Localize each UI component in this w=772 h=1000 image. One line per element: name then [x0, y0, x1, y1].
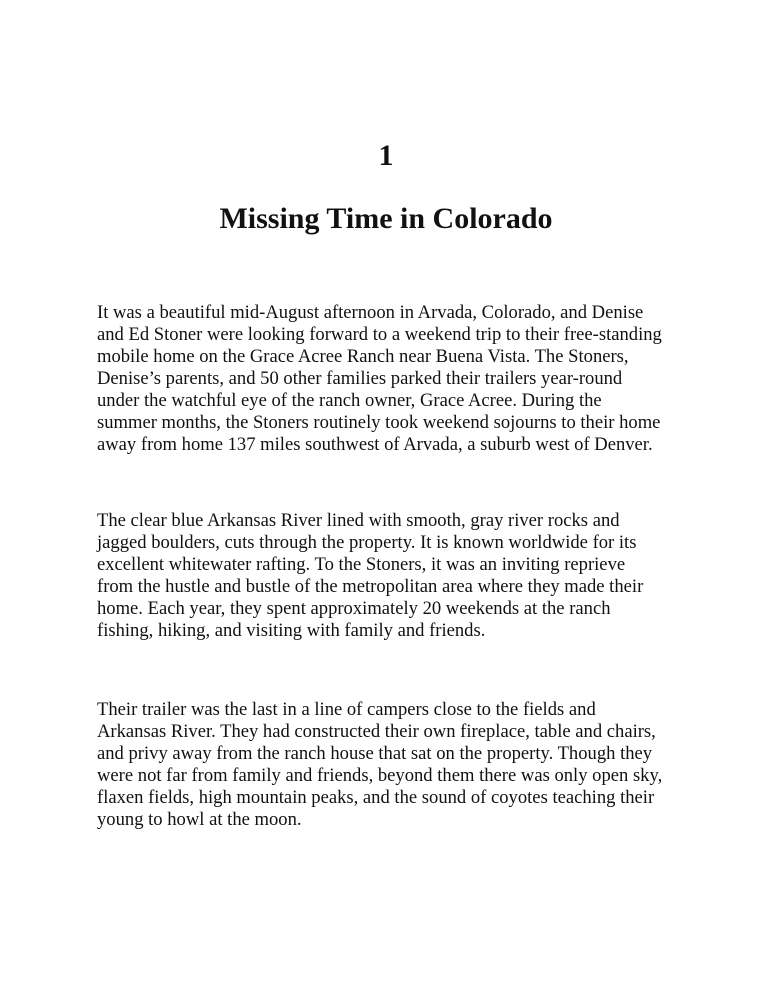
paragraph-line: young to howl at the moon.	[97, 809, 302, 830]
paragraph-line: and Ed Stoner were looking forward to a weekend trip to their free-standing	[97, 324, 662, 345]
paragraph-line: away from home 137 miles southwest of Arvada, a suburb west of Denver.	[97, 434, 653, 455]
paragraph-line: Denise’s parents, and 50 other families parked their trailers year-round	[97, 368, 623, 389]
paragraph-line: fishing, hiking, and visiting with family and friends.	[97, 620, 486, 641]
paragraph-line: excellent whitewater rafting. To the Stoners, it was an inviting reprieve	[97, 554, 626, 575]
paragraph-line: under the watchful eye of the ranch owner, Grace Acree. During the	[97, 390, 602, 411]
paragraph-line: Their trailer was the last in a line of campers close to the fields and	[97, 699, 596, 720]
paragraph-line: and privy away from the ranch house that sat on the property. Though they	[97, 743, 653, 764]
paragraph-line: jagged boulders, cuts through the property. It is known worldwide for its	[97, 532, 637, 553]
paragraph-line: mobile home on the Grace Acree Ranch near Buena Vista. The Stoners,	[97, 346, 629, 367]
chapter-title: Missing Time in Colorado	[219, 202, 553, 235]
paragraph-line: summer months, the Stoners routinely took weekend sojourns to their home	[97, 412, 661, 433]
paragraph-2	[97, 510, 643, 642]
paragraph-line: Arkansas River. They had constructed their own fireplace, table and chairs,	[97, 721, 656, 742]
paragraph-line: It was a beautiful mid-August afternoon in Arvada, Colorado, and Denise	[97, 302, 644, 323]
paragraph-3	[97, 699, 662, 831]
paragraph-line: were not far from family and friends, beyond them there was only open sky,	[97, 765, 663, 786]
paragraph-line: flaxen fields, high mountain peaks, and the sound of coyotes teaching their	[97, 787, 655, 808]
paragraph-1	[97, 302, 662, 456]
paragraph-line: The clear blue Arkansas River lined with smooth, gray river rocks and	[97, 510, 620, 531]
paragraph-line: home. Each year, they spent approximately 20 weekends at the ranch	[97, 598, 611, 619]
paragraph-line: from the hustle and bustle of the metropolitan area where they made their	[97, 576, 644, 597]
chapter-number: 1	[378, 139, 394, 172]
